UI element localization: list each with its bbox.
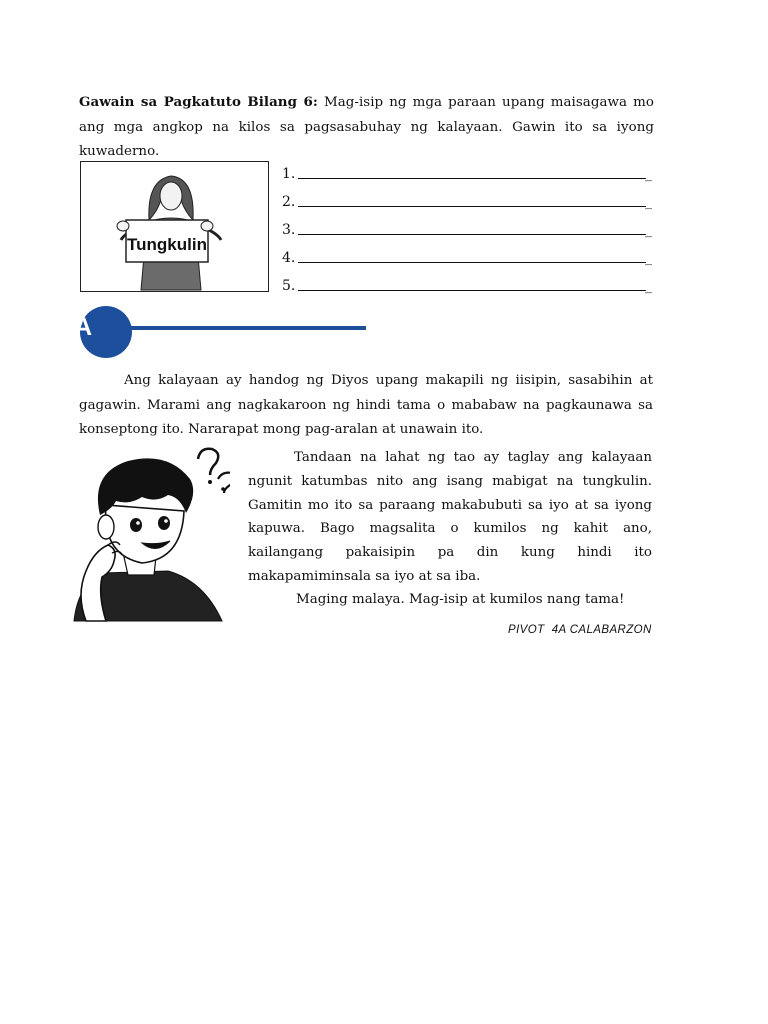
footer-credit: PIVOT 4A CALABARZON bbox=[508, 624, 652, 636]
answer-line[interactable] bbox=[282, 272, 652, 300]
answer-line[interactable] bbox=[282, 160, 652, 188]
sign-text: Tungkulin bbox=[127, 235, 207, 254]
answer-tail: _ bbox=[645, 278, 652, 294]
answer-rule bbox=[298, 290, 646, 291]
thinking-boy-icon bbox=[72, 445, 230, 623]
answer-tail: _ bbox=[645, 222, 652, 238]
reminder-text: Tandaan na lahat ng tao ay taglay ang kalayaan ngunit katumbas nito ang isang mabigat na tungkulin. Gamitin mo ito sa paraang makabubuti sa iyo at sa iyong kapuwa. Bago magsalita o kumilos ng kahit ano, kailangang pakaisipin pa din kung hindi ito makapamiminsala sa iyo at sa iba. bbox=[248, 450, 652, 584]
tungkulin-illustration bbox=[80, 161, 269, 292]
intro-paragraph bbox=[79, 369, 653, 443]
answer-number: 2. bbox=[282, 194, 296, 210]
reminder-paragraph bbox=[248, 446, 652, 589]
activity-instruction-block bbox=[79, 90, 654, 164]
woman-holding-sign-icon bbox=[81, 162, 269, 292]
answer-tail: _ bbox=[645, 194, 652, 210]
section-divider-bar bbox=[120, 326, 366, 330]
section-letter: A bbox=[74, 313, 93, 341]
answer-lines bbox=[282, 160, 652, 300]
answer-number: 1. bbox=[282, 166, 296, 182]
thinking-boy-illustration bbox=[72, 445, 230, 623]
answer-number: 5. bbox=[282, 278, 296, 294]
activity-instruction-full: Mag-isip ng mga paraan upang maisagawa mo ang mga angkop na kilos sa pagsasabuhay ng kalayaan. Gawin ito sa iyong kuwaderno. bbox=[79, 95, 654, 159]
answer-tail: _ bbox=[645, 166, 652, 182]
answer-tail: _ bbox=[645, 250, 652, 266]
answer-number: 4. bbox=[282, 250, 296, 266]
intro-text: Ang kalayaan ay handog ng Diyos upang makapili ng iisipin, sasabihin at gagawin. Marami ang nagkakaroon ng hindi tama o mababaw na pagkaunawa sa konseptong ito. Nararapat mong pag-aralan at unawain ito. bbox=[79, 373, 653, 437]
answer-line[interactable] bbox=[282, 216, 652, 244]
answer-rule bbox=[298, 178, 646, 179]
answer-line[interactable] bbox=[282, 244, 652, 272]
closing-line: Maging malaya. Mag-isip at kumilos nang tama! bbox=[296, 592, 625, 607]
answer-rule bbox=[298, 234, 646, 235]
answer-rule bbox=[298, 262, 646, 263]
answer-number: 3. bbox=[282, 222, 296, 238]
answer-rule bbox=[298, 206, 646, 207]
activity-heading-full: Gawain sa Pagkatuto Bilang 6: bbox=[79, 94, 318, 110]
answer-line[interactable] bbox=[282, 188, 652, 216]
